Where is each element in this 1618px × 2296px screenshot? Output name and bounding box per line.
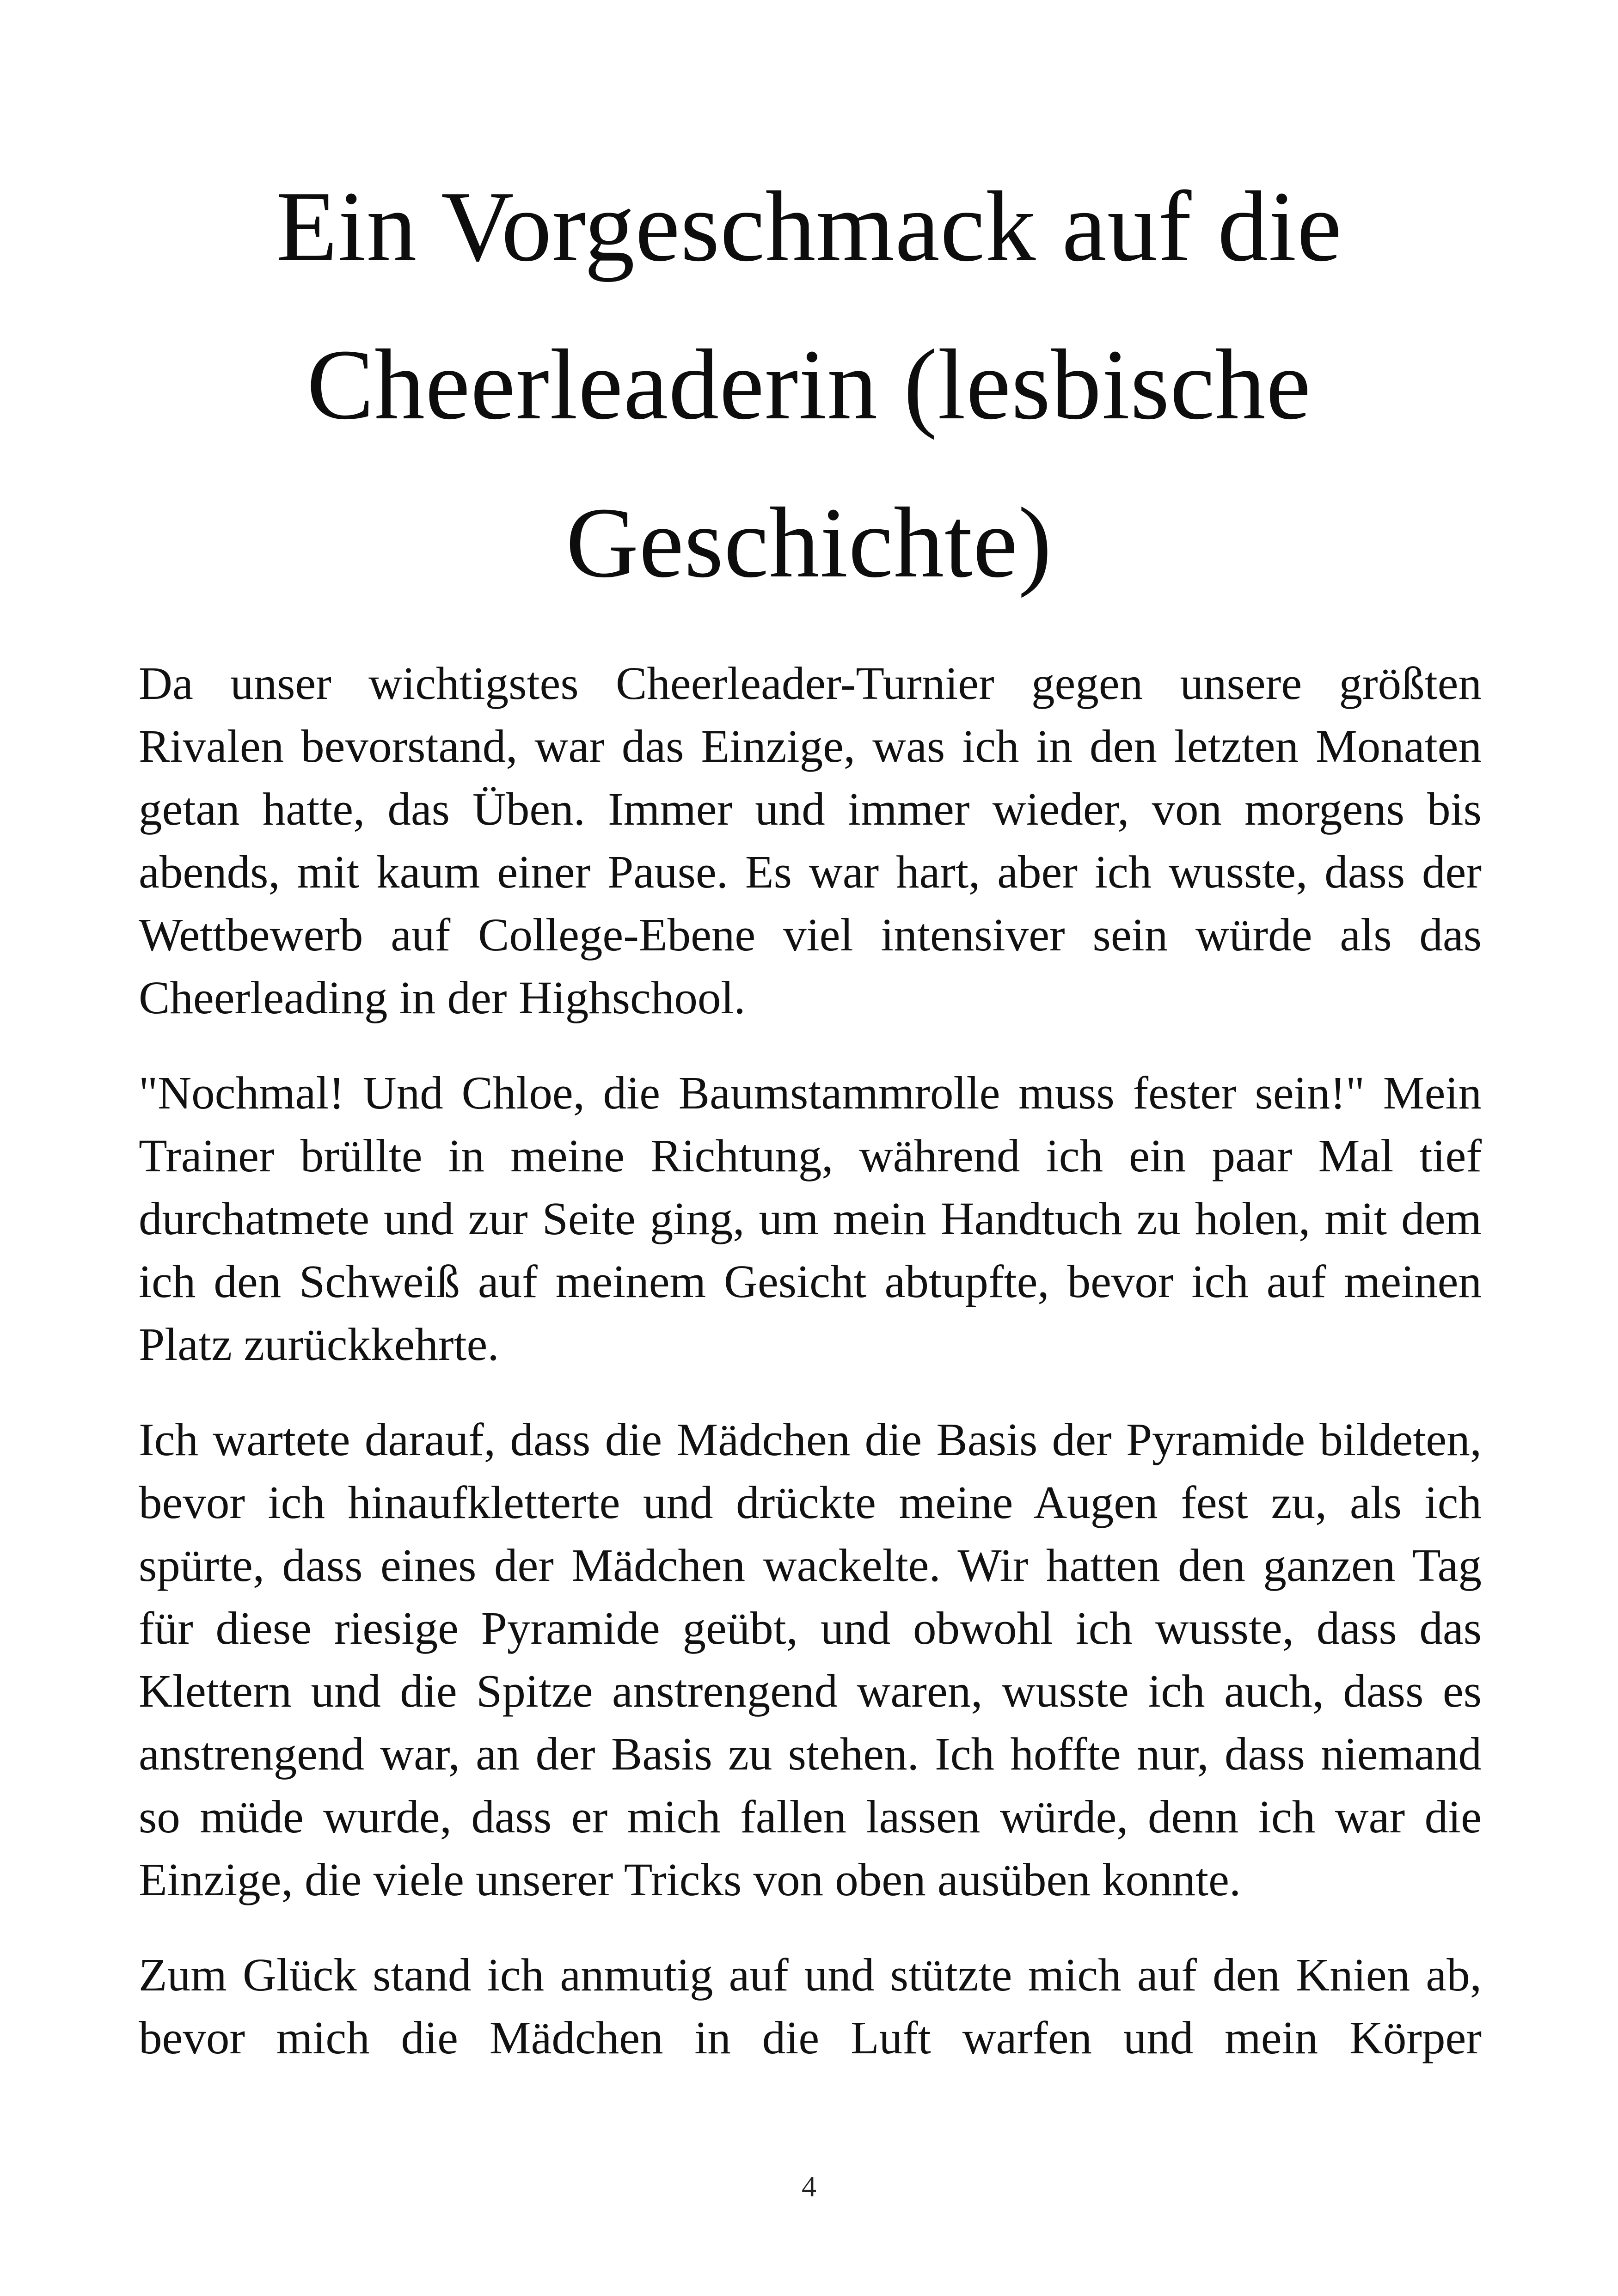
title-line-3: Geschichte)	[565, 487, 1053, 599]
page-title	[139, 148, 1479, 622]
story-paragraph-1: Da unser wichtigstes Cheerleader-Turnier gegen unsere größten Rivalen bevorstand, war das Einzige, was ich in den letzten Monaten getan hatte, das Üben. Immer und immer wieder, von morgens bis abends, mit kaum einer Pause. Es war hart, aber ich wusste, dass der Wettbewerb auf College-Ebene viel intensiver sein würde als das Cheerleading in der Highschool.	[139, 657, 1482, 1023]
page-number: 4	[802, 2170, 816, 2203]
title-line-1: Ein Vorgeschmack auf die	[276, 171, 1342, 282]
story-text	[139, 652, 1482, 2101]
story-paragraph-4: Zum Glück stand ich anmutig auf und stützte mich auf den Knien ab, bevor mich die Mädchen in die Luft warfen und mein Körper	[139, 1949, 1482, 2063]
title-line-2: Cheerleaderin (lesbische	[306, 329, 1312, 441]
story-paragraph-3: Ich wartete darauf, dass die Mädchen die Basis der Pyramide bildeten, bevor ich hinaufkletterte und drückte meine Augen fest zu, als ich spürte, dass eines der Mädchen wackelte. Wir hatten den ganzen Tag für diese riesige Pyramide geübt, und obwohl ich wusste, dass das Klettern und die Spitze anstrengend waren, wusste ich auch, dass es anstrengend war, an der Basis zu stehen. Ich hoffte nur, dass niemand so müde wurde, dass er mich fallen lassen würde, denn ich war die Einzige, die viele unserer Tricks von oben ausüben konnte.	[139, 1414, 1482, 1905]
story-paragraph-2: "Nochmal! Und Chloe, die Baumstammrolle muss fester sein!" Mein Trainer brüllte in meine Richtung, während ich ein paar Mal tief durchatmete und zur Seite ging, um mein Handtuch zu holen, mit dem ich den Schweiß auf meinem Gesicht abtupfte, bevor ich auf meinen Platz zurückkehrte.	[139, 1067, 1482, 1370]
